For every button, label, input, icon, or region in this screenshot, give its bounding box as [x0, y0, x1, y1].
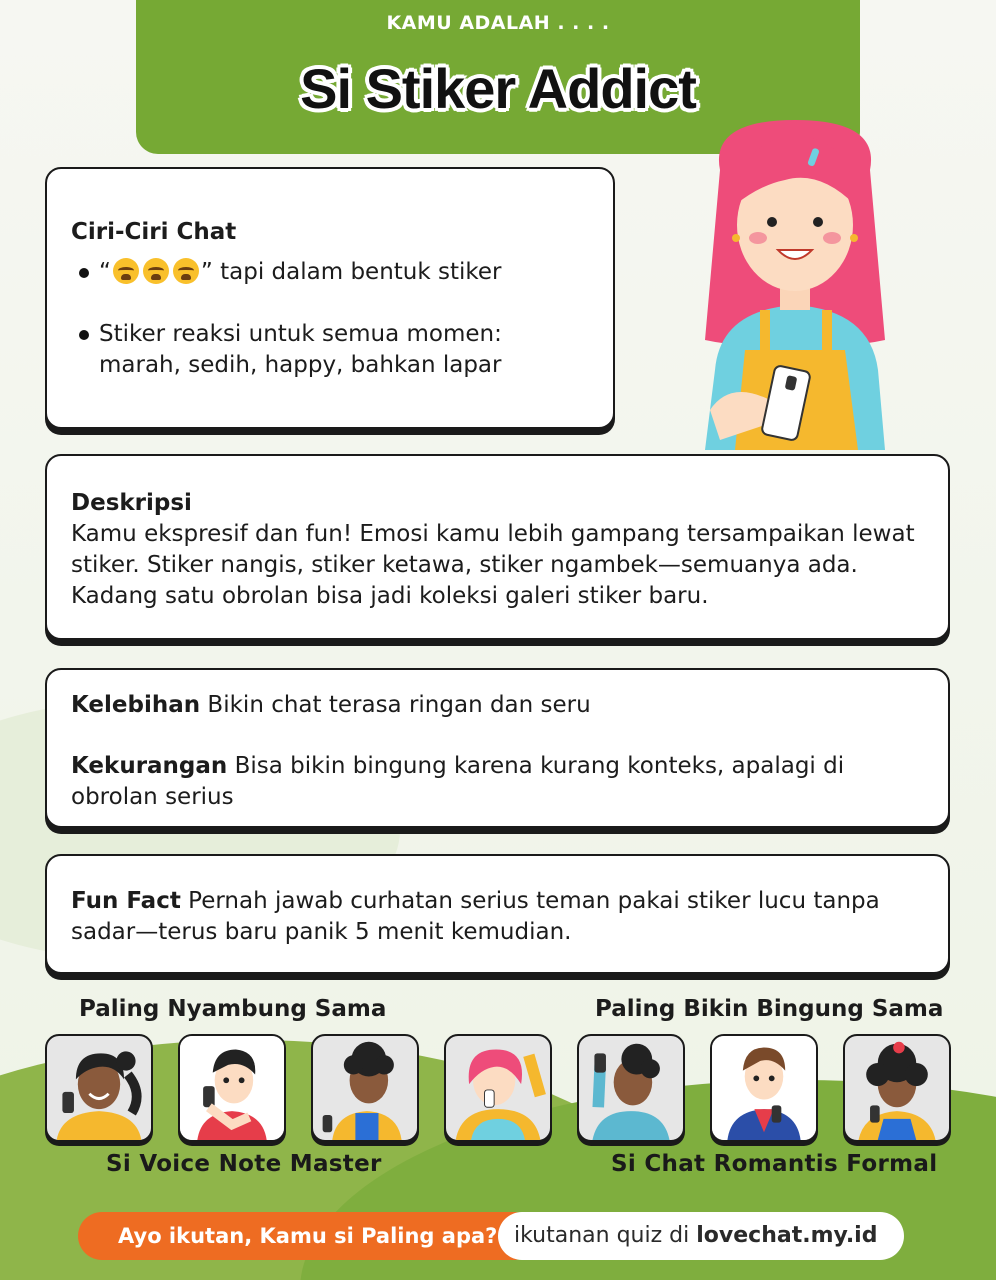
fun-fact-label: Fun Fact	[71, 888, 181, 914]
list-item	[79, 257, 502, 288]
best-match-name: Si Voice Note Master	[106, 1151, 382, 1177]
description-heading: Deskripsi	[71, 490, 192, 516]
loudly-crying-face-icon	[143, 258, 169, 284]
girl-with-phone-illustration	[690, 110, 900, 450]
loudly-crying-face-icon	[173, 258, 199, 284]
worst-match-title: Paling Bikin Bingung Sama	[595, 996, 944, 1022]
header-kicker: KAMU ADALAH . . . .	[386, 12, 610, 34]
bullet-icon	[79, 330, 89, 340]
fun-fact-text: Pernah jawab curhatan serius teman pakai stiker lucu tanpa sadar—terus baru panik 5 menit kemudian.	[71, 888, 880, 945]
traits-bullet-1-rest: ” tapi dalam bentuk stiker	[200, 259, 502, 285]
pros-row	[71, 690, 924, 721]
cta-button[interactable]: Ayo ikutan, Kamu si Paling apa?	[78, 1212, 538, 1260]
pros-cons-card	[45, 668, 950, 828]
pros-label: Kelebihan	[71, 692, 201, 718]
loudly-crying-face-icon	[113, 258, 139, 284]
worst-match-name: Si Chat Romantis Formal	[611, 1151, 938, 1177]
page-title: Si Stiker Addict	[300, 57, 696, 120]
cons-row	[71, 751, 924, 813]
traits-bullet-2: Stiker reaksi untuk semua momen: marah, sedih, happy, bahkan lapar	[99, 321, 502, 378]
avatar	[311, 1034, 419, 1142]
best-match-title: Paling Nyambung Sama	[79, 996, 387, 1022]
avatar	[843, 1034, 951, 1142]
fun-fact-card	[45, 854, 950, 974]
avatar	[45, 1034, 153, 1142]
description-text: Kamu ekspresif dan fun! Emosi kamu lebih gampang tersampaikan lewat stiker. Stiker nangis, stiker ketawa, stiker ngambek—semuanya ada. Kadang satu obrolan bisa jadi koleksi galeri stiker baru.	[71, 521, 915, 609]
quiz-link-prefix: ikutanan quiz di	[514, 1223, 697, 1248]
pros-text: Bikin chat terasa ringan dan seru	[200, 692, 591, 718]
avatar	[577, 1034, 685, 1142]
avatar	[710, 1034, 818, 1142]
traits-card	[45, 167, 615, 429]
traits-bullet-1-open: “	[99, 259, 111, 285]
avatar	[444, 1034, 552, 1142]
cons-text: Bisa bikin bingung karena kurang konteks, apalagi di obrolan serius	[71, 753, 845, 810]
traits-heading: Ciri-Ciri Chat	[71, 219, 237, 245]
avatar	[178, 1034, 286, 1142]
footer-cta[interactable]	[78, 1212, 904, 1260]
traits-bullet-1	[99, 257, 502, 288]
cons-label: Kekurangan	[71, 753, 228, 779]
quiz-link-domain[interactable]: lovechat.my.id	[696, 1223, 878, 1248]
bullet-icon	[79, 268, 89, 278]
list-item	[79, 319, 549, 381]
description-card	[45, 454, 950, 640]
quiz-link[interactable]	[498, 1212, 904, 1260]
